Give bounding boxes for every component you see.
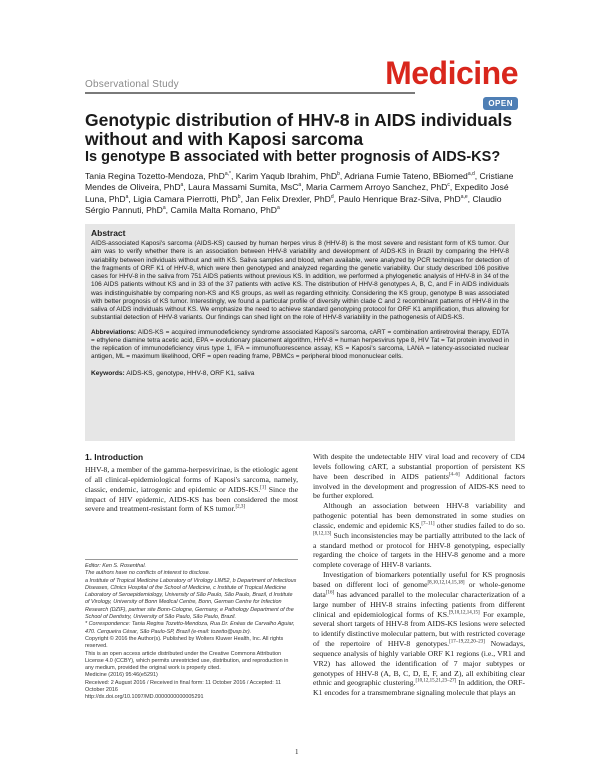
citation[interactable]: [7–11]	[421, 521, 435, 527]
citation[interactable]: [17–19,22,20–23]	[449, 639, 485, 645]
citation[interactable]: [10,12,15,21,23–27]	[415, 678, 457, 684]
author-name: Paulo Henrique Braz-Silva, PhD	[338, 193, 461, 204]
introduction-heading: 1. Introduction	[85, 452, 144, 462]
citation[interactable]: [8,10,12,14,15,18]	[427, 580, 465, 586]
footnote: Copyright © 2016 the Author(s). Published by Wolters Kluwer Health, Inc. All rights reserved.	[85, 635, 284, 650]
citation[interactable]: [8,12,13]	[313, 531, 332, 537]
author-name: Jan Felix Drexler, PhD	[245, 193, 331, 204]
author-affiliation-mark: b	[337, 171, 340, 178]
paragraph-text: Additional factors involved in the development and progression of AIDS-KS need to be further explored.	[313, 471, 525, 501]
author-name: Adriana Fumie Tateno, BBiomed	[344, 171, 468, 181]
abbreviations-label: Abbreviations:	[91, 328, 137, 336]
author-affiliation-mark: b	[237, 193, 241, 200]
footnote: Received: 2 August 2016 / Received in final form: 11 October 2016 / Accepted: 11 October 2016	[85, 679, 281, 694]
author-name: Camila Malta Romano, PhD	[170, 205, 277, 216]
citation[interactable]: [4–6]	[448, 472, 460, 478]
author-list	[85, 171, 525, 217]
author-affiliation-mark: c	[447, 182, 450, 189]
paragraph-text: Investigation of biomarkers potentially useful for KS prognosis based on different loci of genome	[313, 570, 525, 589]
footnote: http://dx.doi.org/10.1097/MD.0000000000005291	[85, 694, 204, 701]
citation[interactable]: [2,3]	[235, 504, 246, 510]
author-separator: ,	[128, 193, 134, 204]
author-name: Karim Yaqub Ibrahim, PhD	[235, 171, 338, 181]
author-affiliation-mark: d	[330, 193, 334, 200]
keywords-label: Keywords:	[91, 369, 125, 377]
author-name: Ligia Camara Pierrotti, PhD	[133, 193, 238, 204]
author-affiliation-mark: a	[298, 182, 302, 189]
citation[interactable]: [9,10,12,14,15]	[448, 609, 480, 615]
author-separator: ,	[183, 182, 189, 193]
abstract-text: AIDS-associated Kaposi's sarcoma (AIDS-KS) caused by human herpes virus 8 (HHV-8) is the most severe and resistant form of KS tumor. Our aim was to verify whether there is an association between HHV-8 variability and development of AIDS-KS in Brazil by comparing the HHV-8 variability between individuals without and with KS. Saliva samples and blood, when available, were analyzed by PCR techniques for detection of the fragments of ORF K1 of HHV-8, which were then genotyped and analyzed regarding the genetic variability. Our study described 106 positive cases for HHV-8 in the saliva from 751 AIDS patients without previous KS. In addition, we performed a phylogenetic analysis of HHV-8 in 34 of the 106 AIDS patients without KS and in 33 of the 37 patients with active KS. The distribution of HHV-8 genotypes A, B, C, and F in AIDS individuals was indistinguishable by comparing non-KS and KS groups, as well as regarding ethnicity. Considering the KS group, genotype B was associated with better prognosis of KS tumor. Interestingly, we found a particular profile of diversity within clade C and 2 recombinant patterns of HHV-8 in the saliva of AIDS individuals without KS. We emphasize the need to achieve standard genotyping protocol for ORF K1 amplification, thus allowing for substantial detection of HHV-8 variants. Our findings can shed light on the role of HHV-8 variability in the pathogenesis of AIDS-KS.	[91, 240, 509, 322]
keywords-block	[91, 370, 509, 378]
intro-text-2: Since the impact of HIV epidemic, AIDS-KS has been considered the most severe and treatment-resistant form of KS tumor.	[85, 484, 298, 514]
journal-header	[85, 55, 518, 108]
journal-logo: Medicine	[385, 55, 518, 91]
citation[interactable]: [1]	[260, 485, 266, 491]
citation[interactable]: [16]	[325, 590, 335, 596]
author-affiliation-mark: a,e	[460, 193, 468, 200]
paragraph-text: or whole-genome data	[313, 579, 525, 599]
author-affiliation-mark: a,*	[224, 171, 231, 178]
open-access-badge: OPEN	[483, 97, 518, 110]
author-affiliation-mark: a	[180, 182, 184, 189]
body-paragraph	[313, 501, 525, 570]
author-separator: ,	[230, 171, 236, 181]
footnote: Editor: Ken S. Rosenthal.	[85, 563, 147, 569]
author-name: Claudio Sérgio Pannuti, PhD	[85, 193, 502, 216]
footnotes	[85, 559, 298, 702]
paragraph-text: In addition, the ORF-K1 encodes for a transmembrane signaling molecule that plays an	[313, 678, 525, 698]
author-name: Cristiane Mendes de Oliveira, PhD	[85, 171, 514, 193]
author-separator: ,	[333, 193, 339, 204]
paragraph-text: Nowadays, sequence analysis of highly variable ORF K1 regions (i.e., VR1 and VR2) has allowed the identification of 7 major subtypes or genotypes of HHV-8 (A, B, C, D, E, F, and Z), all exhibiting clear ethnic and geographic clustering.	[313, 639, 525, 688]
author-separator: ,	[301, 182, 306, 193]
author-separator: ,	[240, 193, 246, 204]
abstract-box	[85, 224, 515, 441]
abbreviations-block	[91, 329, 509, 362]
footnote: The authors have no conflicts of interest to disclose.	[85, 570, 211, 577]
intro-text-1: HHV-8, a member of the gamma-herpesvirinae, is the etiologic agent of all clinical-epidemiological forms of Kaposi's sarcoma, namely, classic, endemic, iatrogenic and epidemic or AIDS-KS.	[85, 465, 298, 494]
author-affiliation-mark: a	[162, 205, 166, 212]
paragraph-text: For example, several short targets of HHV-8 from AIDS-KS lesions were selected to identify distinctive molecular pattern, but with restricted coverage of the repertoire of HHV-8 genotypes.	[313, 609, 525, 649]
paragraph-text: has advanced parallel to the molecular characterization of a large number of HHV-8 strains infecting patients from different clinical and epidemiological forms of KS.	[313, 589, 525, 619]
author-separator: ,	[449, 182, 455, 193]
footnote: Medicine (2016) 95:46(e5291)	[85, 672, 158, 679]
author-affiliation-mark: a	[125, 193, 129, 200]
footnote: This is an open access article distributed under the Creative Commons Attribution License 4.0 (CCBY), which permits unrestricted use, distribution, and reproduction in any medium, provided the original work is properly cited.	[85, 650, 289, 672]
right-column	[313, 452, 525, 698]
article-subtitle: Is genotype B associated with better prognosis of AIDS-KS?	[85, 149, 501, 165]
keywords-text: AIDS-KS, genotype, HHV-8, ORF K1, saliva	[126, 369, 255, 377]
paragraph-text: Such inconsistencies may be partially attributed to the lack of a standard method or protocol for HHV-8 genotyping, especially regarding the choice of targets in the HHV-8 genome and a more complete coverage of HHV-8 variants.	[313, 530, 525, 570]
author-name: Expedito José Luna, PhD	[85, 182, 509, 204]
author-affiliation-mark: a,d	[467, 171, 475, 178]
author-separator: ,	[474, 171, 480, 181]
abstract-heading: Abstract	[91, 228, 126, 238]
article-title: Genotypic distribution of HHV-8 in AIDS individuals without and with Kaposi sarcoma	[85, 110, 513, 149]
header-divider	[85, 92, 415, 94]
article-type-label: Observational Study	[85, 79, 179, 90]
author-separator: ,	[165, 205, 171, 216]
paragraph-text: other studies failed to do so.	[434, 520, 525, 530]
author-name: Maria Carmem Arroyo Sanchez, PhD	[305, 182, 448, 193]
author-name: Tania Regina Tozetto-Mendoza, PhD	[85, 171, 225, 181]
body-paragraph	[313, 570, 525, 698]
body-paragraph	[313, 452, 525, 501]
author-separator: ,	[339, 171, 345, 181]
paragraph-text: Although an association between HHV-8 variability and pathogenic potential has been demonstrated in some studies on classic, endemic and epidemic KS,	[313, 501, 525, 530]
left-column	[85, 452, 298, 514]
footnote: * Correspondence: Tania Regina Tozetto-Mendoza, Rua Dr. Enéas de Carvalho Aguiar, 470. Cerqueira César, São Paulo-SP, Brazil (e-mail: tozetto@usp.br).	[85, 621, 295, 635]
page-number: 1	[295, 748, 299, 756]
intro-paragraph	[85, 465, 298, 514]
footnote: a Institute of Tropical Medicine Laboratory of Virology LIM52, b Department of Infectious Diseases, Clinics Hospital of the School of Medicine, c Institute of Tropical Medicine Laboratory of Seroepidemiology, University of São Paulo, São Paulo, Brazil, d Institute of Virology, University of Bonn Medical Centre, Bonn, German Centre for Infection Research (DZIF), partner site Bonn-Cologne, Germany, e Pathology Department of the School of Dentistry, University of São Paulo, São Paulo, Brazil.	[85, 577, 297, 621]
paragraph-text: With despite the undetectable HIV viral load and recovery of CD4 levels following cART, a substantial proportion of persistent KS have been described in AIDS patients	[313, 452, 525, 481]
author-separator: ,	[467, 193, 473, 204]
author-affiliation-mark: a	[276, 205, 280, 212]
author-name: Laura Massami Sumita, MsC	[188, 182, 299, 193]
abbreviations-text: AIDS-KS = acquired immunodeficiency syndrome associated Kaposi's sarcoma, cART = combination antiretroviral therapy, EDTA = ethylene diamine tetra acetic acid, EPA = evolutionary placement algorithm, HHV-8 = human herpesvirus type 8, HIV Tat = Tat protein involved in the replication of immunodeficiency virus type 1, IFA = immunofluorescence assay, KS = Kaposi's sarcoma, LANA = latency-associated nuclear antigen, ML = maximum likelihood, ORF = open reading frame, PBMCs = peripheral blood mononuclear cells.	[91, 328, 509, 361]
